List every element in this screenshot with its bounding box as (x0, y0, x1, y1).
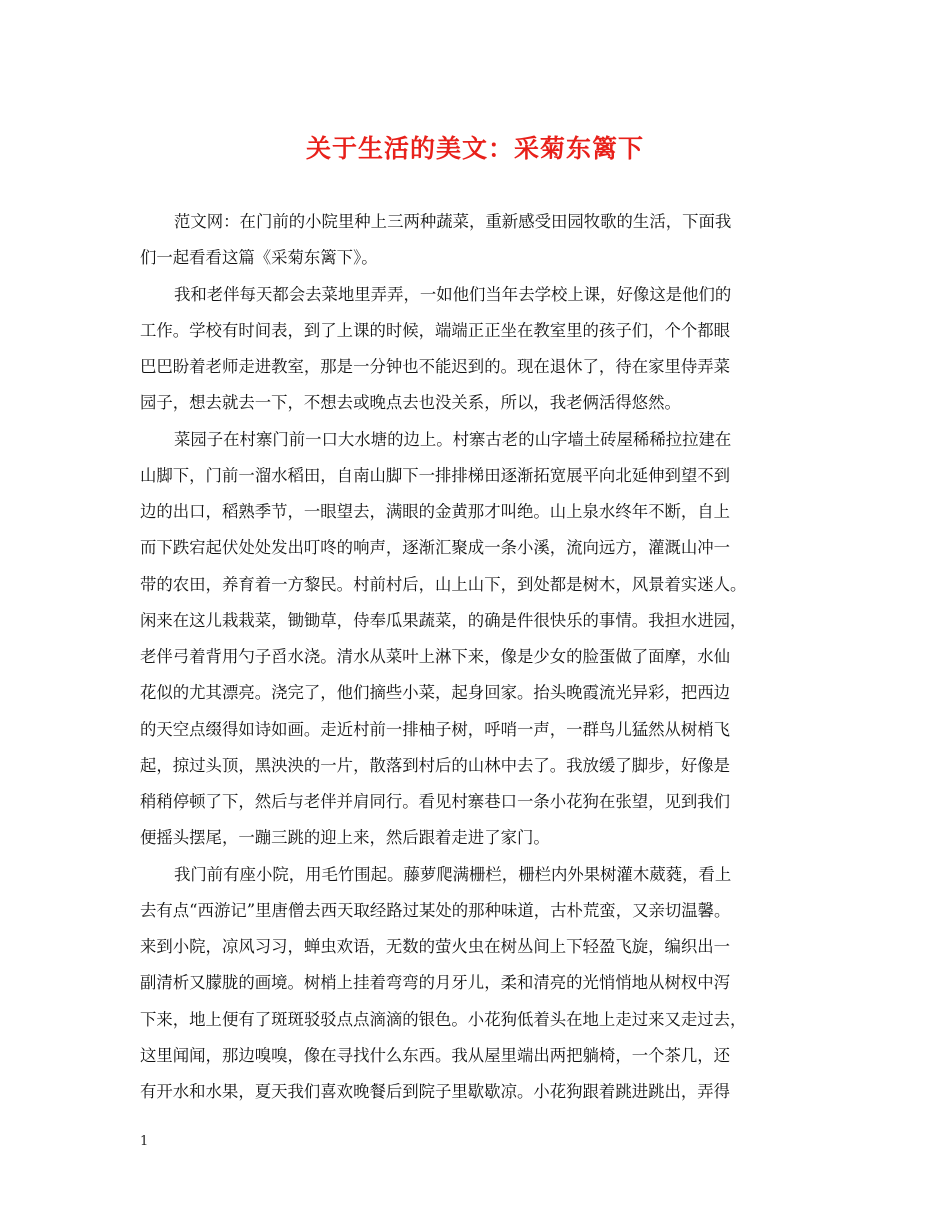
text-line: 稍稍停顿了下，然后与老伴并肩同行。看见村寨巷口一条小花狗在张望，见到我们 (140, 792, 731, 811)
text-line: 巴巴盼着老师走进教室，那是一分钟也不能迟到的。现在退休了，待在家里侍弄菜 (140, 357, 731, 376)
document-title: 关于生活的美文：采菊东篱下 (305, 134, 644, 163)
text-line: 菜园子在村寨门前一口大水塘的边上。村寨古老的山字墙土砖屋稀稀拉拉建在 (174, 429, 732, 449)
text-line: 闲来在这儿栽栽菜，锄锄草，侍奉瓜果蔬菜，的确是件很快乐的事情。我担水进园， (140, 610, 747, 630)
page-number: 1 (140, 1134, 149, 1149)
text-line: 这里闻闻，那边嗅嗅，像在寻找什么东西。我从屋里端出两把躺椅，一个茶几，还 (140, 1045, 731, 1065)
text-line: 起，掠过头顶，黑泱泱的一片，散落到村后的山林中去了。我放缓了脚步，好像是 (140, 755, 731, 775)
text-line: 我门前有座小院，用毛竹围起。藤萝爬满栅栏，栅栏内外果树灌木葳蕤，看上 (174, 864, 732, 884)
text-line: 老伴弓着背用勺子舀水浇。清水从菜叶上淋下来，像是少女的脸蛋做了面摩，水仙 (140, 647, 731, 666)
text-line: 的天空点缀得如诗如画。走近村前一排柚子树，呼哨一声，一群鸟儿猛然从树梢飞 (140, 719, 731, 739)
text-line: 副清析又朦胧的画境。树梢上挂着弯弯的月牙儿，柔和清亮的光悄悄地从树杈中泻 (140, 973, 731, 993)
text-line: 园子，想去就去一下，不想去或晚点去也没关系，所以，我老俩活得悠然。 (140, 393, 681, 413)
text-line: 我和老伴每天都会去菜地里弄弄，一如他们当年去学校上课，好像这是他们的 (174, 284, 732, 304)
text-line: 有开水和水果，夏天我们喜欢晚餐后到院子里歇歇凉。小花狗跟着跳进跳出，弄得 (140, 1082, 731, 1101)
text-line: 山脚下，门前一溜水稻田，自南山脚下一排排梯田逐渐拓宽展平向北延伸到望不到 (140, 465, 731, 485)
text-line: 去有点“西游记”里唐僧去西天取经路过某处的那种味道，古朴荒蛮，又亲切温馨。 (140, 900, 731, 920)
text-line: 工作。学校有时间表，到了上课的时候，端端正正坐在教室里的孩子们，个个都眼 (140, 320, 731, 340)
document-body (140, 204, 826, 1110)
text-line: 下来，地上便有了斑斑驳驳点点滴滴的银色。小花狗低着头在地上走过来又走过去， (140, 1009, 747, 1029)
text-line: 便摇头摆尾，一蹦三跳的迎上来，然后跟着走进了家门。 (140, 828, 550, 848)
text-line: 范文网：在门前的小院里种上三两种蔬菜，重新感受田园牧歌的生活，下面我 (174, 212, 732, 231)
text-line: 们一起看看这篇《采菊东篱下》。 (140, 248, 378, 268)
text-line: 而下跌宕起伏处处发出叮咚的响声，逐渐汇聚成一条小溪，流向远方，灌溉山冲一 (140, 538, 731, 558)
text-line: 花似的尤其漂亮。浇完了，他们摘些小菜，起身回家。抬头晚霞流光异彩，把西边 (140, 683, 731, 703)
text-line: 边的出口，稻熟季节，一眼望去，满眼的金黄那才叫绝。山上泉水终年不断，自上 (140, 502, 731, 521)
text-line: 来到小院，凉风习习，蝉虫欢语，无数的萤火虫在树丛间上下轻盈飞旋，编织出一 (140, 937, 731, 956)
text-line: 带的农田，养育着一方黎民。村前村后，山上山下，到处都是树木，风景着实迷人。 (140, 574, 747, 594)
